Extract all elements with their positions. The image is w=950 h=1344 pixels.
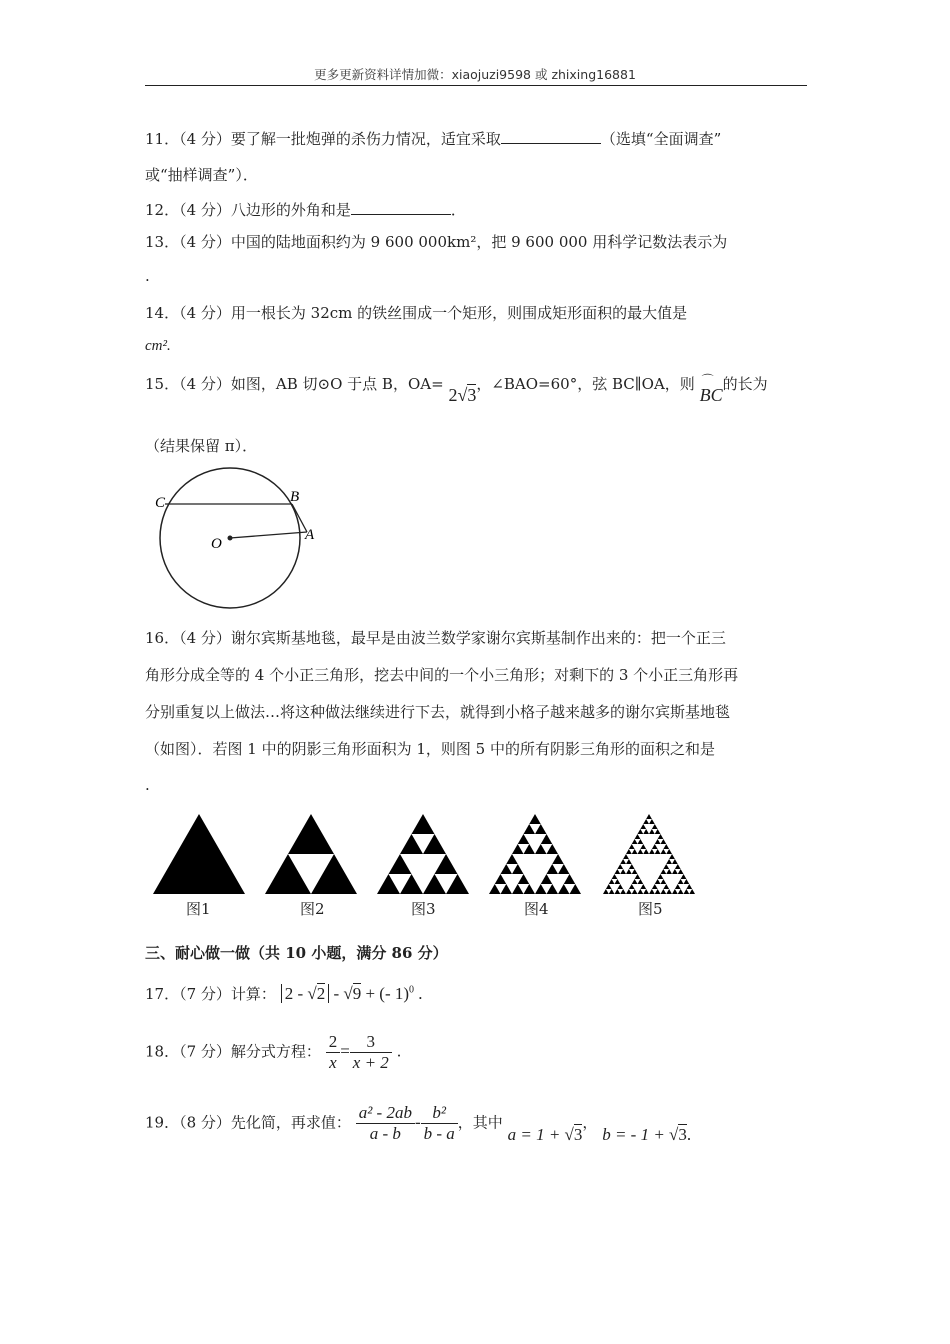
q19-fraction-right (421, 1103, 458, 1144)
sierpinski-triangle-fig5 (649, 849, 655, 854)
q17-expression: 2 - √2 - √9 + (- 1)$^0$ . (281, 984, 423, 1003)
sierpinski-triangle-fig4 (535, 844, 547, 854)
sierpinski-triangle-fig4 (541, 834, 553, 844)
arc-icon: ⌒ (701, 373, 714, 387)
q19-end: . (686, 1124, 692, 1144)
fig-label-1: 图1 (186, 900, 211, 918)
sierpinski-triangle-fig4 (512, 864, 524, 874)
sierpinski-triangle-fig5 (684, 889, 690, 894)
sierpinski-triangle-fig4 (524, 824, 536, 834)
label-a: A (305, 527, 315, 543)
sierpinski-triangle-fig5 (638, 879, 644, 884)
sierpinski-triangle-fig5 (609, 889, 615, 894)
question-19 (145, 1103, 691, 1144)
sierpinski-triangle-fig2 (288, 814, 334, 854)
sierpinski-triangle-fig1 (153, 814, 245, 894)
q19-den1: a - b (369, 1124, 401, 1143)
q19-mid: ，其中 (457, 1113, 503, 1132)
q19-fraction-left (356, 1103, 415, 1144)
sierpinski-triangle-fig5 (658, 834, 664, 839)
sierpinski-triangle-fig5 (612, 874, 618, 879)
q15-text: 15．（4 分）如图，AB 切⊙O 于点 B，OA= (145, 375, 444, 393)
sierpinski-triangle-fig4 (570, 884, 582, 894)
sierpinski-triangle-fig4 (529, 814, 541, 824)
question-14-line1: 14．（4 分）用一根长为 32cm 的铁丝围成一个矩形，则围成矩形面积的最大值是 (145, 304, 688, 322)
sierpinski-triangle-fig4 (506, 854, 518, 864)
label-b: B (290, 489, 300, 505)
q19-minus: - (414, 1112, 421, 1132)
sierpinski-triangle-fig5 (643, 829, 649, 834)
sierpinski-triangle-fig3 (389, 854, 412, 874)
sierpinski-triangle-fig5 (661, 869, 667, 874)
sierpinski-triangle-fig5 (655, 829, 661, 834)
q19-b-rad: 3 (678, 1124, 687, 1144)
sierpinski-triangle-fig5 (623, 854, 629, 859)
fig-label-4: 图4 (524, 900, 549, 918)
fig-label-2: 图2 (300, 900, 325, 918)
sierpinski-triangle-fig5 (655, 879, 661, 884)
sierpinski-triangle-fig5 (638, 829, 644, 834)
sierpinski-triangle-fig5 (661, 839, 667, 844)
sierpinski-triangle-fig5 (655, 889, 661, 894)
q17-mid: - (329, 984, 344, 1003)
sierpinski-triangle-fig5 (678, 869, 684, 874)
sierpinski-triangle-fig4 (564, 874, 576, 884)
sierpinski-triangle-fig5 (615, 879, 621, 884)
sierpinski-triangle-fig5 (617, 884, 623, 889)
q17-exponent: 0 (409, 984, 415, 996)
q12-text: 12．（4 分）八边形的外角和是 (145, 201, 351, 219)
page-header: 更多更新资料详情加微：xiaojuzi9598 或 zhixing16881 (314, 67, 636, 82)
q18-end: . (396, 1042, 402, 1061)
sierpinski-triangle-fig4 (558, 864, 570, 874)
sierpinski-triangle-fig5 (632, 869, 638, 874)
q15-arc-label: BC (699, 385, 723, 405)
sierpinski-triangle-fig5 (635, 874, 641, 879)
sierpinski-triangle-fig5 (666, 889, 672, 894)
sierpinski-triangle-fig3 (435, 854, 458, 874)
sierpinski-triangle-fig2 (311, 854, 357, 894)
sierpinski-triangle-fig5 (675, 864, 681, 869)
sierpinski-triangle-fig4 (558, 884, 570, 894)
sierpinski-triangle-fig5 (615, 889, 621, 894)
q17-expr-a: 2 - (284, 984, 308, 1003)
sierpinski-triangle-fig5 (638, 839, 644, 844)
sierpinski-triangle-fig5 (678, 879, 684, 884)
sierpinski-triangle-fig5 (632, 839, 638, 844)
sierpinski-triangle-fig5 (655, 849, 661, 854)
sierpinski-triangle-fig4 (547, 884, 559, 894)
sierpinski-triangle-fig5 (655, 839, 661, 844)
q15-text-post: 的长为 (722, 375, 768, 393)
question-16-line4: （如图）．若图 1 中的阴影三角形面积为 1，则图 5 中的所有阴影三角形的面积之和是 (145, 740, 715, 758)
sierpinski-triangle-fig3 (412, 814, 435, 834)
sierpinski-triangle-fig5 (686, 884, 692, 889)
sierpinski-triangle-fig5 (684, 879, 690, 884)
q19-sep: ， (582, 1113, 598, 1132)
sierpinski-triangle-fig5 (626, 869, 632, 874)
sierpinski-triangle-fig5 (640, 844, 646, 849)
sierpinski-triangle-fig5 (635, 834, 641, 839)
q18-den2: x + 2 (352, 1053, 389, 1072)
sierpinski-triangle-fig4 (512, 844, 524, 854)
sierpinski-triangle-fig5 (672, 859, 678, 864)
question-17 (145, 983, 423, 1004)
sierpinski-triangle-fig4 (552, 854, 564, 864)
sierpinski-triangle-fig4 (518, 834, 530, 844)
sierpinski-triangle-fig5 (603, 889, 609, 894)
sierpinski-triangle-fig5 (661, 889, 667, 894)
q19-a-value: a = 1 + √3 (507, 1124, 583, 1144)
q19-text: 19．（8 分）先化简，再求值： (145, 1113, 351, 1132)
sierpinski-triangle-fig5 (643, 819, 649, 824)
question-13-line1: 13．（4 分）中国的陆地面积约为 9 600 000km²，把 9 600 000 用科学记数法表示为 (145, 233, 728, 251)
sierpinski-triangle-fig5 (629, 884, 635, 889)
sierpinski-triangle-fig5 (606, 884, 612, 889)
sierpinski-triangle-fig5 (649, 819, 655, 824)
q19-a-rad: 3 (573, 1124, 583, 1144)
sierpinski-triangle-fig5 (620, 859, 626, 864)
sierpinski-triangle-fig5 (652, 824, 658, 829)
sierpinski-triangle-fig5 (678, 889, 684, 894)
sierpinski-triangle-fig5 (689, 889, 695, 894)
sierpinski-triangle-fig5 (663, 844, 669, 849)
q18-num1: 2 (326, 1032, 341, 1053)
question-11-line1 (145, 128, 721, 149)
q15-sqrt-expr (448, 385, 476, 405)
sierpinski-triangle-fig5 (638, 849, 644, 854)
sierpinski-triangle-fig2 (265, 854, 311, 894)
q11-answer-blank[interactable] (501, 129, 601, 144)
sierpinski-triangle-fig4 (535, 824, 547, 834)
sierpinski-triangle-fig4 (489, 884, 501, 894)
q12-text-post: ． (450, 201, 466, 219)
q18-text: 18．（7 分）解分式方程： (145, 1042, 321, 1061)
sierpinski-triangle-fig5 (620, 869, 626, 874)
sierpinski-triangle-fig5 (617, 864, 623, 869)
sierpinski-triangle-fig4 (541, 874, 553, 884)
q17-abs-value: 2 - √2 (281, 984, 330, 1003)
sierpinski-triangle-fig4 (518, 874, 530, 884)
sierpinski-triangle-fig5 (661, 879, 667, 884)
sierpinski-triangle-fig3 (377, 874, 400, 894)
q17-tail: + (- 1) (361, 984, 410, 1003)
q15-sqrt-rad: 3 (467, 385, 477, 405)
sierpinski-triangle-fig5 (669, 854, 675, 859)
sierpinski-triangle-fig5 (663, 884, 669, 889)
question-16-line1: 16．（4 分）谢尔宾斯基地毯，最早是由波兰数学家谢尔宾斯基制作出来的：把一个正三 (145, 629, 726, 647)
q11-text: 11．（4 分）要了解一批炮弹的杀伤力情况，适宜采取 (145, 130, 501, 148)
sierpinski-triangle-fig5 (675, 884, 681, 889)
q19-den2: b - a (423, 1124, 455, 1143)
sierpinski-triangle-fig5 (632, 879, 638, 884)
q15-text-mid: ，∠BAO=60°，弦 BC∥OA，则 (476, 375, 695, 393)
question-18 (145, 1032, 401, 1073)
sierpinski-triangle-fig5 (681, 874, 687, 879)
q18-fraction-left (326, 1032, 341, 1073)
fig-label-3: 图3 (411, 900, 436, 918)
q17-end: . (418, 984, 423, 1003)
center-point (228, 536, 233, 541)
circle-tangent-figure (143, 462, 323, 612)
sierpinski-triangle-fig4 (512, 884, 524, 894)
question-15-line1 (145, 373, 768, 405)
sierpinski-triangle-fig5 (652, 884, 658, 889)
sierpinski-triangle-fig5 (666, 859, 672, 864)
sierpinski-triangle-fig5 (661, 849, 667, 854)
sierpinski-triangle-fig5 (643, 849, 649, 854)
question-16-line2: 角形分成全等的 4 个小正三角形，挖去中间的一个小三角形；对剩下的 3 个小正三角形再 (145, 666, 739, 684)
sierpinski-triangle-fig4 (524, 844, 536, 854)
sierpinski-triangle-fig5 (663, 864, 669, 869)
sierpinski-triangle-fig3 (400, 874, 423, 894)
sierpinski-triangle-fig5 (666, 869, 672, 874)
q12-answer-blank[interactable] (351, 200, 451, 215)
sierpinski-triangle-fig3 (423, 834, 446, 854)
sierpinski-triangle-fig5 (649, 889, 655, 894)
sierpinski-triangle-fig5 (620, 889, 626, 894)
sierpinski-triangle-fig5 (615, 869, 621, 874)
question-14-line2: cm². (145, 338, 171, 354)
label-c: C (155, 495, 166, 511)
q11-text-post: （选填“全面调查” (600, 130, 722, 148)
sierpinski-triangle-fig5 (672, 869, 678, 874)
q15-sqrt-coef: 2 (448, 385, 458, 405)
sierpinski-triangle-fig5 (626, 889, 632, 894)
sierpinski-triangle-fig4 (547, 844, 559, 854)
sierpinski-triangle-fig5 (638, 889, 644, 894)
sierpinski-triangle-fig5 (646, 814, 652, 819)
q18-den1: x (329, 1053, 337, 1072)
sierpinski-triangle-fig3 (446, 874, 469, 894)
question-15-line2: （结果保留 π）． (145, 437, 258, 455)
question-12 (145, 199, 466, 220)
q19-num1: a² - 2ab (356, 1103, 415, 1124)
sierpinski-triangle-fig4 (501, 884, 513, 894)
q18-equals: = (340, 1041, 350, 1061)
sierpinski-triangle-fig5 (626, 849, 632, 854)
q18-num2: 3 (350, 1032, 392, 1053)
segment-oa (230, 532, 307, 538)
q18-fraction-right (350, 1032, 392, 1073)
sierpinski-triangle-fig5 (629, 864, 635, 869)
header-rule (145, 85, 807, 86)
sierpinski-triangle-fig5 (629, 844, 635, 849)
q17-text: 17．（7 分）计算： (145, 985, 276, 1003)
sierpinski-triangle-fig4 (501, 864, 513, 874)
sierpinski-triangle-fig5 (666, 849, 672, 854)
sierpinski-triangle-fig5 (632, 849, 638, 854)
sierpinski-triangle-fig4 (547, 864, 559, 874)
sqrt-sign: √ (457, 385, 468, 405)
sierpinski-triangle-fig4 (495, 874, 507, 884)
sierpinski-triangle-fig4 (535, 884, 547, 894)
q17-sqrt2: 9 (352, 984, 362, 1003)
sierpinski-triangle-fig5 (640, 884, 646, 889)
question-13-line2: . (145, 267, 150, 285)
label-o: O (211, 536, 222, 552)
q19-b-value: b = - 1 + √3. (602, 1124, 692, 1144)
sierpinski-triangle-fig5 (652, 844, 658, 849)
sierpinski-triangle-fig5 (658, 874, 664, 879)
q19-num2: b² (421, 1103, 458, 1124)
q15-arc-bc (699, 373, 723, 406)
question-16-line5: . (145, 776, 150, 794)
q17-sqrt1: 2 (316, 984, 326, 1003)
sierpinski-triangle-fig5 (640, 824, 646, 829)
section-3-title: 三、耐心做一做（共 10 小题，满分 86 分） (145, 944, 448, 962)
sierpinski-triangle-fig5 (626, 859, 632, 864)
q19-a-expr: a = 1 + (507, 1124, 565, 1144)
sierpinski-triangle-fig5 (672, 889, 678, 894)
sierpinski-triangle-fig5 (632, 889, 638, 894)
sierpinski-triangle-fig5 (643, 889, 649, 894)
sierpinski-triangle-fig3 (400, 834, 423, 854)
q19-b-expr: b = - 1 + (602, 1124, 670, 1144)
sierpinski-triangle-fig3 (423, 874, 446, 894)
sierpinski-triangle-fig5 (609, 879, 615, 884)
question-16-line3: 分别重复以上做法…将这种做法继续进行下去，就得到小格子越来越多的谢尔宾斯基地毯 (145, 703, 731, 721)
sierpinski-triangle-fig4 (524, 884, 536, 894)
fig-label-5: 图5 (638, 900, 663, 918)
sierpinski-triangle-fig5 (649, 829, 655, 834)
question-11-line2: 或“抽样调查”）． (145, 166, 258, 184)
